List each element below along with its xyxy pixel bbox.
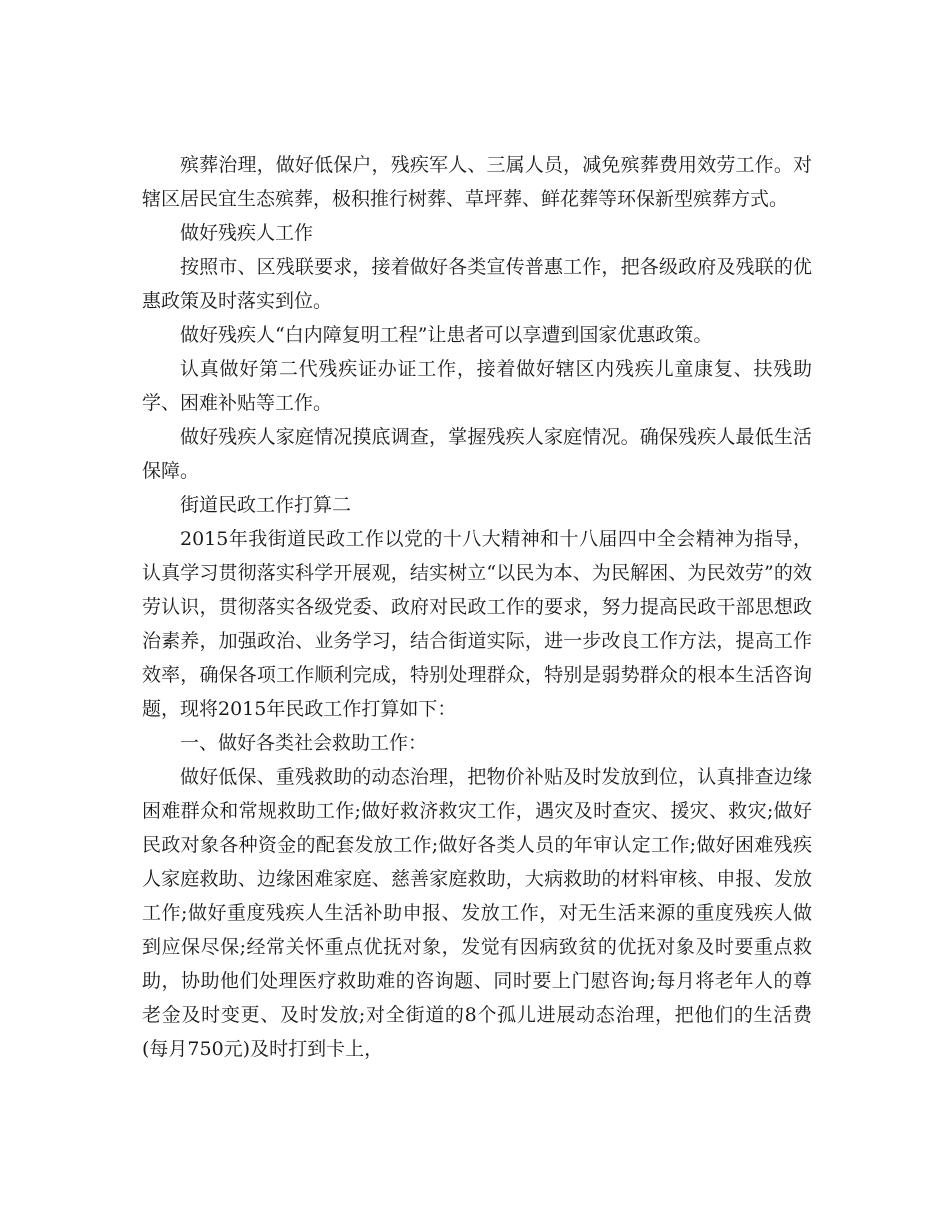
paragraph-family-survey: 做好残疾人家庭情况摸底调查，掌握残疾人家庭情况。确保残疾人最低生活保障。 bbox=[142, 426, 812, 482]
paragraph-assistance-details: 做好低保、重残救助的动态治理，把物价补贴及时发放到位，认真排查边缘困难群众和常规救助工作;做好救济救灾工作，遇灾及时查灾、援灾、救灾;做好民政对象各种资金的配套发放工作;做好各类人员的年审认定工作;做好困难残疾人家庭救助、边缘困难家庭、慈善家庭救助，大病救助的材料审核、申报、发放工作;做好重度残疾人生活补助申报、发放工作，对无生活来源的重度残疾人做到应保尽保;经常关怀重点优抚对象，发觉有因病致贫的优抚对象及时要重点救助，协助他们处理医疗救助难的咨询题、同时要上门慰咨询;每月将老年人的尊老金及时变更、及时发放;对全街道的8个孤儿进展动态治理，把他们的生活费(每月750元)及时打到卡上， bbox=[142, 766, 812, 1060]
paragraph-funeral-management: 殡葬治理，做好低保户，残疾军人、三属人员，减免殡葬费用效劳工作。对辖区居民宜生态殡葬，极积推行树葬、草坪葬、鲜花葬等环保新型殡葬方式。 bbox=[142, 154, 812, 210]
heading-social-assistance: 一、做好各类社会救助工作： bbox=[180, 732, 428, 754]
paragraph-disability-policy: 按照市、区残联要求，接着做好各类宣传普惠工作，把各级政府及残联的优惠政策及时落实到位。 bbox=[142, 256, 812, 312]
heading-disabled-work: 做好残疾人工作 bbox=[180, 222, 314, 244]
paragraph-disability-certificate: 认真做好第二代残疾证办证工作，接着做好辖区内残疾儿童康复、扶残助学、困难补贴等工作。 bbox=[142, 358, 812, 414]
paragraph-2015-plan-intro: 2015年我街道民政工作以党的十八大精神和十八届四中全会精神为指导，认真学习贯彻落实科学开展观，结实树立“以民为本、为民解困、为民效劳”的效劳认识，贯彻落实各级党委、政府对民政工作的要求，努力提高民政干部思想政治素养，加强政治、业务学习，结合街道实际，进一步改良工作方法，提高工作效率，确保各项工作顺利完成，特别处理群众，特别是弱势群众的根本生活咨询题，现将2015年民政工作打算如下： bbox=[142, 528, 812, 720]
document-page bbox=[142, 148, 812, 1066]
heading-plan-two: 街道民政工作打算二 bbox=[180, 494, 352, 516]
paragraph-cataract-project: 做好残疾人“白内障复明工程”让患者可以享遭到国家优惠政策。 bbox=[180, 324, 713, 346]
